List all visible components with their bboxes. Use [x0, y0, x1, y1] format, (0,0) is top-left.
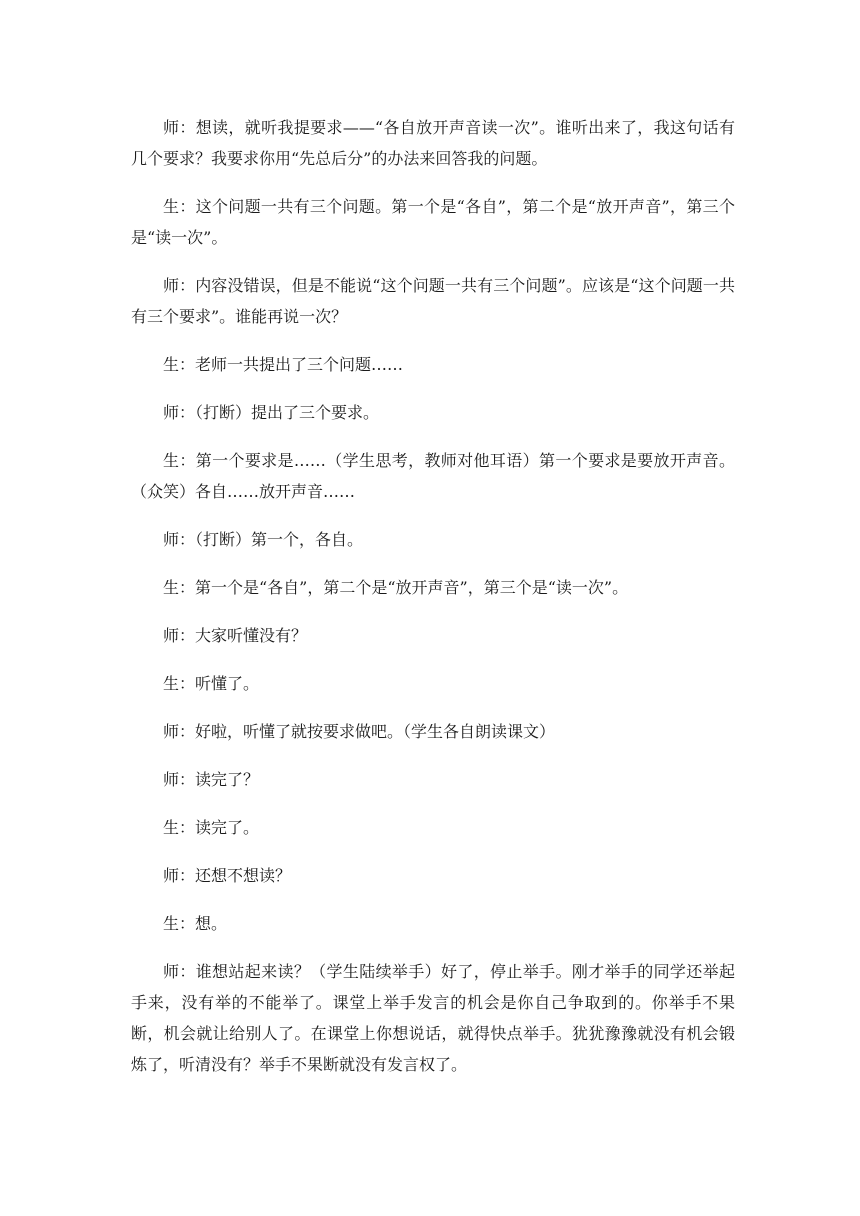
document-body: [131, 112, 735, 1080]
paragraph-teacher-2: 师：内容没错误，但是不能说“这个问题一共有三个问题”。应该是“这个问题一共有三个要求”。谁能再说一次？: [131, 276, 735, 326]
paragraph-student-6: 生：读完了。: [163, 818, 260, 837]
paragraph-student-3: 生：第一个要求是……（学生思考，教师对他耳语）第一个要求是要放开声音。（众笑）各自……放开声音……: [131, 451, 735, 501]
paragraph-teacher-8: 师：还想不想读？: [163, 866, 292, 885]
paragraph-teacher-7: 师：读完了？: [163, 770, 260, 789]
paragraph-teacher-9: 师：谁想站起来读？（学生陆续举手）好了，停止举手。刚才举手的同学还举起手来，没有举的不能举了。课堂上举手发言的机会是你自己争取到的。你举手不果断，机会就让给别人了。在课堂上你想说话，就得快点举手。犹犹豫豫就没有机会锻炼了，听清没有？举手不果断就没有发言权了。: [131, 962, 735, 1074]
paragraph-student-1: 生：这个问题一共有三个问题。第一个是“各自”，第二个是“放开声音”，第三个是“读一次”。: [131, 197, 735, 247]
paragraph-teacher-6: 师：好啦，听懂了就按要求做吧。（学生各自朗读课文）: [163, 722, 556, 741]
paragraph-teacher-1: 师：想读，就听我提要求——“各自放开声音读一次”。谁听出来了，我这句话有几个要求？我要求你用“先总后分”的办法来回答我的问题。: [131, 118, 735, 168]
paragraph-student-7: 生：想。: [163, 914, 228, 933]
paragraph-teacher-4: 师：（打断）第一个，各自。: [163, 530, 364, 549]
paragraph-student-4: 生：第一个是“各自”，第二个是“放开声音”，第三个是“读一次”。: [163, 578, 629, 597]
paragraph-teacher-3: 师：（打断）提出了三个要求。: [163, 403, 380, 422]
paragraph-student-2: 生：老师一共提出了三个问题……: [163, 355, 404, 374]
paragraph-teacher-5: 师：大家听懂没有？: [163, 626, 308, 645]
paragraph-student-5: 生：听懂了。: [163, 674, 260, 693]
